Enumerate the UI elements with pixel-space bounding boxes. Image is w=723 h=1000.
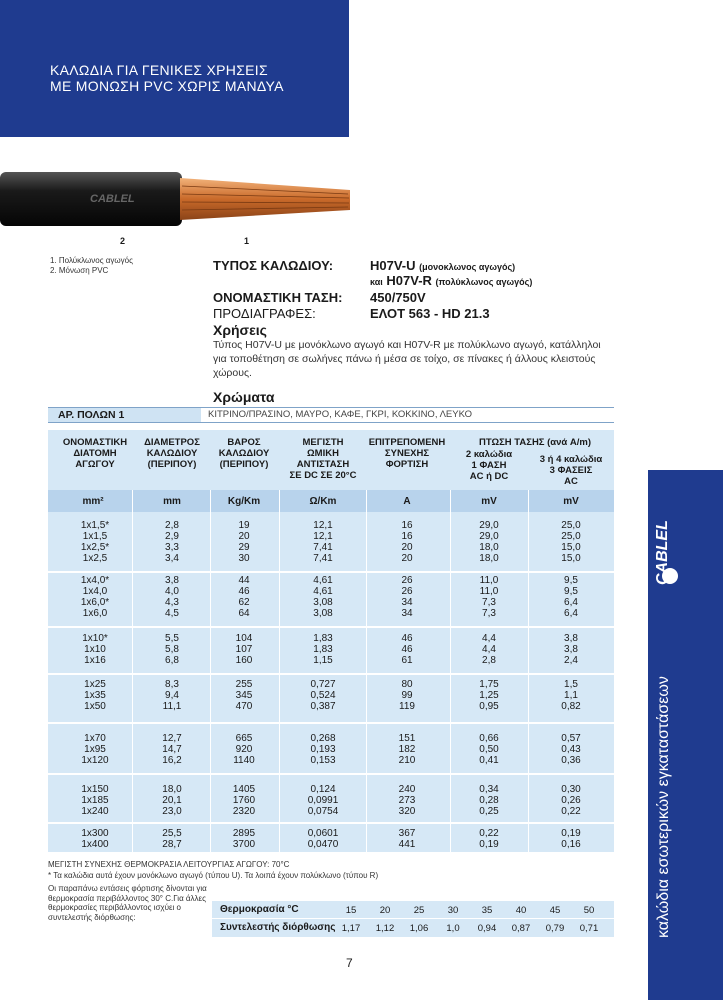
asterisk-note: * Τα καλώδια αυτά έχουν μονόκλωνο αγωγό (τύπου U). Τα λοιπά έχουν πολύκλωνο (τύπου R) bbox=[48, 871, 379, 880]
temp-cell: 50 bbox=[583, 905, 595, 916]
usage-heading: Χρήσεις bbox=[213, 322, 267, 338]
specs-table: ΟΝΟΜΑΣΤΙΚΗ ΔΙΑΤΟΜΗ ΑΓΩΓΟΥ ΔΙΑΜΕΤΡΟΣ ΚΑΛΩΔΙΟΥ (ΠΕΡΙΠΟΥ) ΒΑΡΟΣ ΚΑΛΩΔΙΟΥ (ΠΕΡΙΠΟΥ) ΜΕΓΙΣΤΗ ΩΜΙΚΗ ΑΝΤΙΣΤΑΣΗ ΣΕ DC ΣΕ 20°C ΕΠΙΤΡΕΠΟΜΕΝΗ ΣΥΝΕΧΗΣ ΦΟΡΤΙΣΗ ΠΤΩΣΗ ΤΑΣΗΣ (ανά A/m) 2 καλώδια 1 ΦΑΣΗ AC ή DC 3 ή 4 καλώδια 3 ΦΑΣΕΙΣ AC mm² mm Kg/Km Ω/Km A mV mV 1x1,5* 1x1,5 1x2,5* 1x2,5 2,8 2,9 3,3 3,4 19 20 29 30 12,1 12,1 7,41 7,41 16 16 20 20 29,0 29,0 18,0 18,0 25,0 25,0 15,0 15,0 1x4,0* 1x4,0 1x6,0* 1x6,0 3,8 4,0 4,3 4,5 44 46 62 64 4,61 4,61 3,08 3,08 26 26 34 34 11,0 11,0 7,3 7,3 9,5 9,5 6,4 6,4 1x10* 1x10 1x16 5,5 5,8 6,8 104 107 160 1,83 1,83 1,15 46 46 61 4,4 4,4 2,8 3,8 3,8 2,4 1x25 1x35 1x50 8,3 9,4 11,1 255 345 470 0,727 0,524 0,387 80 99 119 1,75 1,25 0,95 1,5 1,1 0,82 1x70 1x95 1x120 12,7 14,7 16,2 665 920 1140 0,268 0,193 0,153 151 182 210 0,66 0,50 0,41 0,57 0,43 0,36 1x150 1x185 1x240 18,0 20,1 23,0 1405 1760 2320 0,124 0,0991 0,0754 240 273 320 0,34 0,28 0,25 0,30 0,26 0,22 1x300 1x400 25,5 28,7 2895 3700 0,0601 0,0470 367 441 0,22 0,19 0,19 0,16 bbox=[48, 430, 614, 852]
unit-diameter: mm bbox=[163, 496, 181, 507]
temp-cell: 40 bbox=[515, 905, 527, 916]
unit-section: mm² bbox=[82, 496, 104, 507]
header-voltage-drop: ΠΤΩΣΗ ΤΑΣΗΣ (ανά A/m) bbox=[478, 437, 592, 448]
correction-note: Οι παραπάνω εντάσεις φόρτισης δίνονται για θερμοκρασία περιβάλλοντος 30° C.Για άλλες θερμοκρασίες περιβάλλοντος ισχύει ο συντελεστής διόρθωσης: bbox=[48, 884, 207, 922]
factor-cell: 1,12 bbox=[375, 923, 395, 934]
factor-cell: 1,0 bbox=[446, 923, 460, 934]
poles-label: ΑΡ. ΠΟΛΩΝ 1 bbox=[48, 408, 201, 422]
factor-cell: 1,06 bbox=[409, 923, 429, 934]
header-weight: ΒΑΡΟΣ ΚΑΛΩΔΙΟΥ (ΠΕΡΙΠΟΥ) bbox=[218, 437, 270, 470]
temp-label: Θερμοκρασία °C bbox=[220, 904, 299, 915]
voltage-label: ΟΝΟΜΑΣΤΙΚΗ ΤΑΣΗ: bbox=[213, 290, 343, 305]
type-value-u: H07V-U (μονοκλωνος αγωγός) bbox=[370, 258, 516, 273]
unit-drop-single: mV bbox=[481, 496, 497, 507]
cable-label-2: 2 bbox=[120, 236, 126, 246]
factor-cell: 0,79 bbox=[545, 923, 565, 934]
factor-cell: 0,94 bbox=[477, 923, 497, 934]
poles-row bbox=[48, 407, 614, 423]
header-three-phase: 3 ή 4 καλώδια 3 ΦΑΣΕΙΣ AC bbox=[539, 454, 603, 487]
voltage-value: 450/750V bbox=[370, 290, 426, 305]
factor-cell: 1,17 bbox=[341, 923, 361, 934]
temp-cell: 35 bbox=[481, 905, 493, 916]
cable-legend: 1. Πολύκλωνος αγωγός 2. Μόνωση PVC bbox=[50, 256, 133, 275]
standards-value: ΕΛΟΤ 563 - HD 21.3 bbox=[370, 306, 490, 321]
sidebar-text: καλώδια εσωτερικών εγκαταστάσεων bbox=[655, 676, 672, 938]
type-label: ΤΥΠΟΣ ΚΑΛΩΔΙΟΥ: bbox=[213, 258, 334, 273]
unit-current: A bbox=[403, 496, 411, 507]
header-single-phase: 2 καλώδια 1 ΦΑΣΗ AC ή DC bbox=[465, 449, 513, 482]
header-current: ΕΠΙΤΡΕΠΟΜΕΝΗ ΣΥΝΕΧΗΣ ΦΟΡΤΙΣΗ bbox=[368, 437, 446, 470]
header-diameter: ΔΙΑΜΕΤΡΟΣ ΚΑΛΩΔΙΟΥ (ΠΕΡΙΠΟΥ) bbox=[144, 437, 200, 470]
header-resistance: ΜΕΓΙΣΤΗ ΩΜΙΚΗ ΑΝΤΙΣΤΑΣΗ ΣΕ DC ΣΕ 20°C bbox=[289, 437, 357, 481]
correction-table bbox=[212, 901, 614, 937]
temp-cell: 25 bbox=[413, 905, 425, 916]
temp-cell: 30 bbox=[447, 905, 459, 916]
temp-cell: 45 bbox=[549, 905, 561, 916]
cable-brand-text: CABLEL bbox=[90, 193, 135, 205]
brand-logo: CABLEL bbox=[654, 520, 671, 585]
max-temp-note: ΜΕΓΙΣΤΗ ΣΥΝΕΧΗΣ ΘΕΡΜΟΚΡΑΣΙΑ ΛΕΙΤΟΥΡΓΙΑΣ ΑΓΩΓΟΥ: 70°C bbox=[48, 860, 290, 869]
factor-cell: 0,71 bbox=[579, 923, 599, 934]
factor-label: Συντελεστής διόρθωσης bbox=[220, 922, 336, 933]
poles-colors: ΚΙΤΡΙΝΟ/ΠΡΑΣΙΝΟ, ΜΑΥΡΟ, ΚΑΦΕ, ΓΚΡΙ, ΚΟΚΚΙΝΟ, ΛΕΥΚΟ bbox=[208, 409, 473, 420]
page-number: 7 bbox=[346, 956, 353, 970]
colors-heading: Χρώματα bbox=[213, 389, 275, 405]
page-title: ΚΑΛΩΔΙΑ ΓΙΑ ΓΕΝΙΚΕΣ ΧΡΗΣΕΙΣ ΜΕ ΜΟΝΩΣΗ PVC ΧΩΡΙΣ ΜΑΝΔΥΑ bbox=[50, 62, 284, 94]
factor-cell: 0,87 bbox=[511, 923, 531, 934]
cable-image bbox=[0, 168, 352, 230]
temp-cell: 20 bbox=[379, 905, 391, 916]
standards-label: ΠΡΟΔΙΑΓΡΑΦΕΣ: bbox=[213, 306, 316, 321]
header-section: ΟΝΟΜΑΣΤΙΚΗ ΔΙΑΤΟΜΗ ΑΓΩΓΟΥ bbox=[62, 437, 128, 470]
cable-label-1: 1 bbox=[244, 236, 250, 246]
usage-text: Τύπος H07V-U με μονόκλωνο αγωγό και H07V-R με πολύκλωνο αγωγό, κατάλληλοι για τοποθέτηση σε σωλήνες πάνω ή μέσα σε τοίχο, σε πίνακες ή άλλους κλειστούς χώρους. bbox=[213, 339, 601, 379]
header-banner bbox=[0, 0, 349, 137]
unit-drop-three: mV bbox=[563, 496, 579, 507]
type-value-r: και H07V-R (πολύκλωνος αγωγός) bbox=[370, 273, 533, 288]
unit-resistance: Ω/Km bbox=[309, 496, 337, 507]
temp-cell: 15 bbox=[345, 905, 357, 916]
unit-weight: Kg/Km bbox=[227, 496, 261, 507]
